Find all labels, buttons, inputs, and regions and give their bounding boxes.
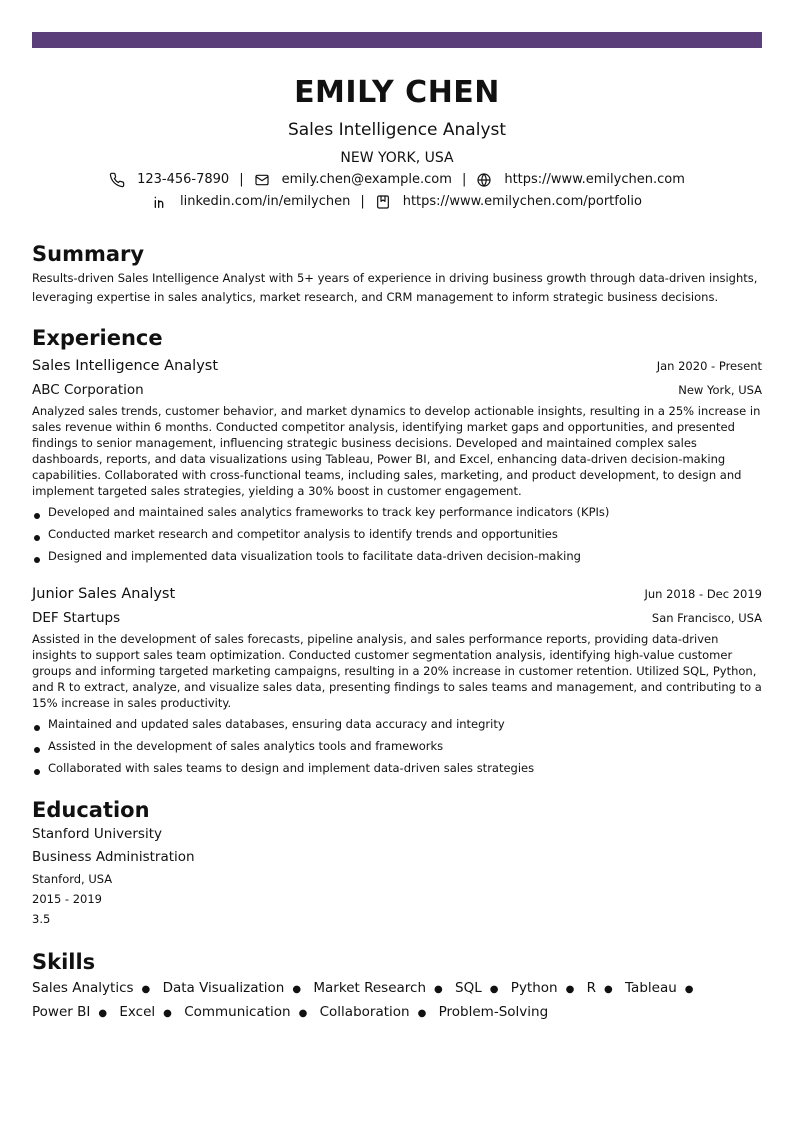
skill-separator: ●	[684, 984, 694, 995]
skill-item: SQL	[455, 980, 482, 996]
job-title: Sales Intelligence Analyst	[32, 358, 219, 374]
linkedin-link[interactable]: linkedin.com/in/emilychen	[179, 194, 351, 209]
education-gpa: 3.5	[32, 912, 51, 926]
email-link[interactable]: emily.chen@example.com	[281, 172, 452, 187]
list-item: Assisted in the development of sales analytics tools and frameworks	[32, 735, 762, 757]
job-dates: Jun 2018 - Dec 2019	[644, 587, 762, 601]
education-heading: Education	[32, 798, 150, 822]
education-dates: 2015 - 2019	[32, 892, 102, 906]
list-item: Conducted market research and competitor analysis to identify trends and opportunities	[32, 523, 762, 545]
candidate-title: Sales Intelligence Analyst	[287, 120, 507, 140]
skill-item: Tableau	[625, 980, 677, 996]
skill-item: Communication	[184, 1004, 291, 1020]
job-company: ABC Corporation	[32, 382, 144, 398]
job-description: Assisted in the development of sales forecasts, pipeline analysis, and sales performance reports, providing data-driven insights to support sales team optimization. Conducted customer segmentation analysis, identifying high-value customer groups and informing targeted marketing campaigns, resulting in a 20% increase in customer retention. Utilized SQL, Python, and R to extract, analyze, and visualize sales data, presenting findings to sales teams and management, and contributing to a 15% increase in sales productivity.	[32, 632, 762, 710]
list-item: Designed and implemented data visualization tools to facilitate data-driven decision-making	[32, 545, 762, 567]
skill-separator: ●	[434, 984, 443, 995]
skill-separator: ●	[417, 1008, 427, 1019]
skill-item: Sales Analytics	[32, 980, 134, 996]
separator: |	[360, 194, 365, 209]
list-item: Collaborated with sales teams to design and implement data-driven sales strategies	[32, 757, 762, 779]
skill-separator: ●	[565, 984, 575, 995]
portfolio-link[interactable]: https://www.emilychen.com/portfolio	[402, 194, 642, 209]
separator: |	[461, 172, 467, 187]
job-location: San Francisco, USA	[651, 611, 762, 625]
skill-item: R	[586, 980, 597, 996]
skill-separator: ●	[98, 1008, 108, 1019]
education-school: Stanford University	[32, 826, 162, 842]
skills-heading: Skills	[32, 950, 96, 974]
job-entry	[32, 355, 762, 567]
phone-text[interactable]: 123-456-7890	[137, 172, 230, 187]
education-section	[32, 797, 762, 929]
skill-separator: ●	[292, 984, 302, 995]
summary-section	[32, 241, 762, 307]
job-company: DEF Startups	[32, 610, 121, 626]
globe-icon	[476, 172, 492, 188]
skill-item: Python	[510, 980, 558, 996]
skill-item: Problem-Solving	[438, 1004, 549, 1020]
resume-page	[32, 32, 762, 1025]
skill-separator: ●	[604, 984, 613, 995]
phone-icon	[109, 172, 125, 188]
experience-section	[32, 325, 762, 779]
skills-list	[32, 977, 732, 1025]
skill-separator: ●	[141, 984, 151, 995]
education-degree: Business Administration	[32, 849, 195, 865]
contact-row-primary	[32, 171, 762, 189]
list-item: Maintained and updated sales databases, ensuring data accuracy and integrity	[32, 713, 762, 735]
job-entry	[32, 583, 762, 779]
portfolio-icon	[375, 194, 391, 210]
skill-separator: ●	[298, 1008, 308, 1019]
accent-bar	[32, 32, 762, 48]
list-item: Developed and maintained sales analytics frameworks to track key performance indicators (KPIs)	[32, 501, 762, 523]
job-dates: Jan 2020 - Present	[656, 359, 762, 373]
job-location: New York, USA	[678, 383, 762, 397]
contact-row-secondary	[32, 193, 762, 211]
skill-item: Excel	[119, 1004, 156, 1020]
education-location: Stanford, USA	[32, 872, 113, 886]
experience-heading: Experience	[32, 326, 163, 350]
skill-separator: ●	[489, 984, 499, 995]
skill-separator: ●	[163, 1008, 172, 1019]
job-bullets	[32, 713, 762, 779]
skill-item: Market Research	[313, 980, 427, 996]
mail-icon	[254, 172, 270, 188]
website-link[interactable]: https://www.emilychen.com	[504, 172, 685, 187]
skill-item: Data Visualization	[162, 980, 285, 996]
candidate-name: EMILY CHEN	[294, 75, 500, 110]
job-title: Junior Sales Analyst	[32, 586, 176, 602]
linkedin-icon	[152, 194, 168, 210]
skill-item: Collaboration	[319, 1004, 410, 1020]
candidate-location: NEW YORK, USA	[340, 150, 454, 166]
skills-section	[32, 949, 762, 1025]
job-description: Analyzed sales trends, customer behavior, and market dynamics to develop actionable insights, resulting in a 25% increase in sales revenue within 6 months. Conducted competitor analysis, identifying market gaps and opportunities, and presented findings to senior management, influencing strategic business decisions. Developed and maintained complex sales dashboards, reports, and data visualizations using Tableau, Power BI, and Excel, enhancing data-driven decision-making capabilities. Collaborated with cross-functional teams, including sales, marketing, and product development, to design and implement targeted sales strategies, yielding a 30% boost in customer engagement.	[32, 404, 761, 498]
separator: |	[239, 172, 244, 187]
job-bullets	[32, 501, 762, 567]
skill-item: Power BI	[32, 1004, 91, 1020]
summary-text: Results-driven Sales Intelligence Analyst with 5+ years of experience in driving business growth through data-driven insights, leveraging expertise in sales analytics, market research, and CRM management to inform strategic business decisions.	[32, 271, 758, 304]
summary-heading: Summary	[32, 242, 145, 266]
